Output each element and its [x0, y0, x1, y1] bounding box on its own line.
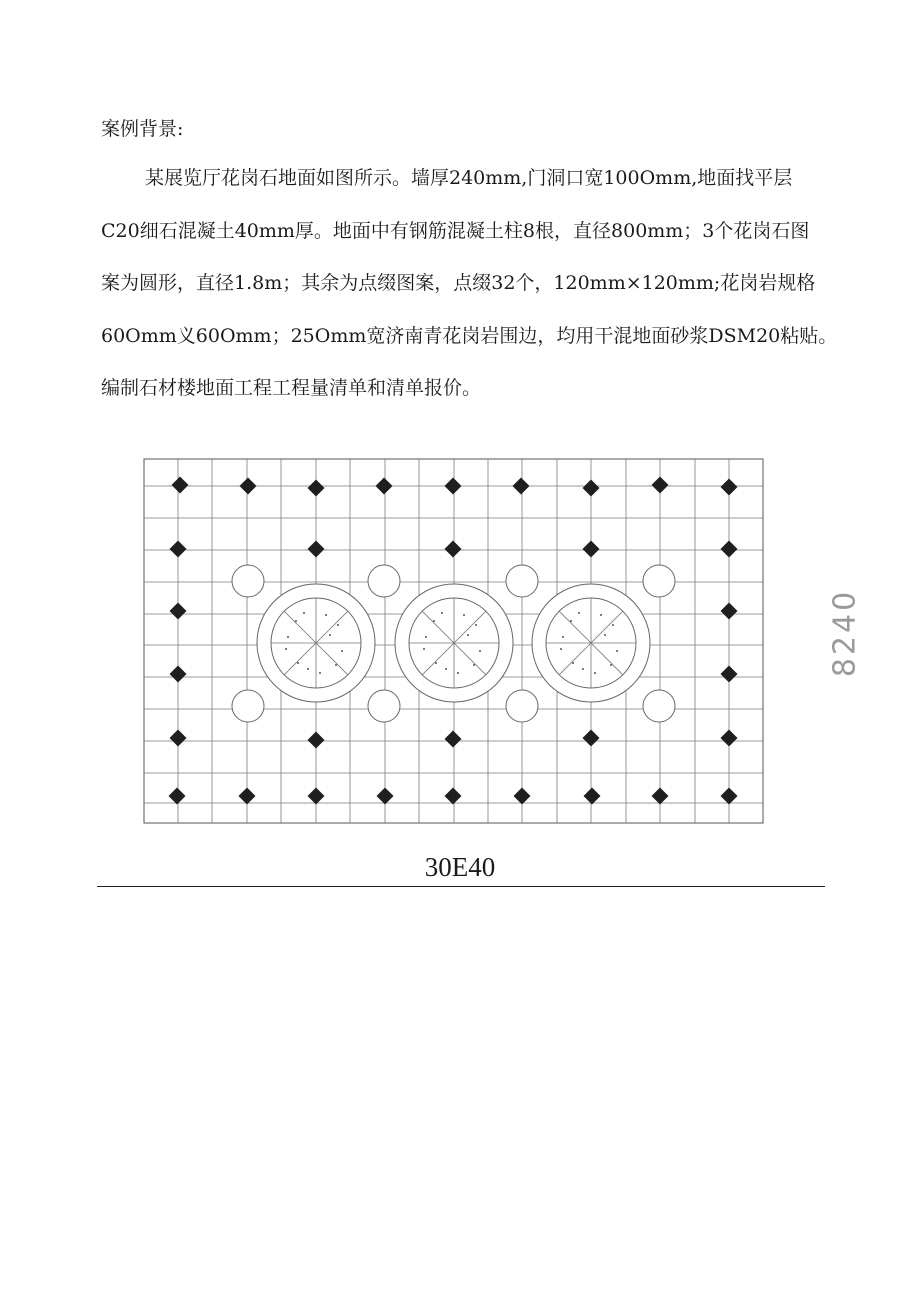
granite-texture-speck — [479, 650, 481, 652]
concrete-column — [643, 690, 675, 722]
granite-texture-speck — [445, 668, 447, 670]
granite-texture-speck — [582, 668, 584, 670]
concrete-column — [232, 690, 264, 722]
granite-texture-speck — [570, 620, 572, 622]
decorative-diamond-tile — [445, 788, 462, 805]
decorative-diamond-tile — [170, 541, 187, 558]
horizontal-dimension-label: 30E40 — [424, 852, 496, 882]
decorative-diamond-tile — [514, 788, 531, 805]
granite-texture-speck — [572, 662, 574, 664]
decorative-diamond-tile — [445, 541, 462, 558]
decorative-diamond-tile — [583, 480, 600, 497]
description-line: C20细石混凝土40mm厚。地面中有钢筋混凝土柱8根，直径800mm；3个花岗石图 — [101, 219, 810, 242]
granite-texture-speck — [473, 664, 475, 666]
granite-texture-speck — [337, 624, 339, 626]
decorative-diamond-tile — [721, 479, 738, 496]
granite-texture-speck — [604, 634, 606, 636]
decorative-diamond-tile — [239, 788, 256, 805]
decorative-diamond-tile — [445, 478, 462, 495]
decorative-diamond-tile — [584, 788, 601, 805]
decorative-diamond-tile — [308, 732, 325, 749]
description-line: 60Omm义60Omm；25Omm宽济南青花岗岩围边，均用干混地面砂浆DSM20粘贴。 — [101, 324, 838, 347]
granite-texture-speck — [285, 648, 287, 650]
decorative-diamond-tile — [721, 666, 738, 683]
granite-texture-speck — [307, 668, 309, 670]
granite-texture-speck — [433, 620, 435, 622]
granite-texture-speck — [475, 624, 477, 626]
decorative-diamond-tile — [240, 478, 257, 495]
decorative-diamond-tile — [721, 603, 738, 620]
decorative-diamond-tile — [376, 478, 393, 495]
decorative-diamond-tile — [652, 477, 669, 494]
granite-texture-speck — [560, 648, 562, 650]
concrete-column — [506, 690, 538, 722]
granite-texture-speck — [457, 672, 459, 674]
granite-texture-speck — [325, 614, 327, 616]
granite-texture-speck — [562, 636, 564, 638]
decorative-diamond-tile — [583, 730, 600, 747]
decorative-diamond-tile — [170, 603, 187, 620]
granite-texture-speck — [435, 662, 437, 664]
concrete-column — [506, 565, 538, 597]
decorative-diamond-tile — [721, 730, 738, 747]
granite-texture-speck — [578, 612, 580, 614]
concrete-column — [643, 565, 675, 597]
granite-texture-speck — [612, 624, 614, 626]
decorative-diamond-tile — [172, 477, 189, 494]
decorative-diamond-tile — [513, 478, 530, 495]
granite-texture-speck — [319, 672, 321, 674]
decorative-diamond-tile — [308, 788, 325, 805]
decorative-diamond-tile — [308, 541, 325, 558]
decorative-diamond-tile — [445, 731, 462, 748]
granite-texture-speck — [423, 648, 425, 650]
granite-texture-speck — [295, 620, 297, 622]
granite-texture-speck — [616, 650, 618, 652]
decorative-diamond-tile — [170, 730, 187, 747]
decorative-diamond-tile — [169, 788, 186, 805]
decorative-diamond-tile — [170, 666, 187, 683]
description-line: 某展览厅花岗石地面如图所示。墙厚240mm,门洞口宽100Omm,地面找平层 — [145, 167, 793, 189]
dimension-line — [97, 886, 825, 887]
decorative-diamond-tile — [721, 788, 738, 805]
granite-texture-speck — [467, 634, 469, 636]
decorative-diamond-tile — [377, 788, 394, 805]
vertical-dimension-text: 8240 — [827, 590, 863, 676]
case-background-heading: 案例背景: — [101, 118, 184, 140]
granite-texture-speck — [303, 612, 305, 614]
granite-texture-speck — [463, 614, 465, 616]
granite-texture-speck — [425, 636, 427, 638]
case-description — [101, 152, 838, 415]
decorative-diamond-tile — [721, 541, 738, 558]
floor-plan-drawing — [140, 455, 770, 830]
granite-texture-speck — [341, 650, 343, 652]
concrete-column — [368, 690, 400, 722]
description-line: 编制石材楼地面工程工程量清单和清单报价。 — [101, 377, 482, 399]
granite-texture-speck — [441, 612, 443, 614]
granite-texture-speck — [610, 664, 612, 666]
granite-texture-speck — [329, 634, 331, 636]
decorative-diamond-tile — [308, 480, 325, 497]
granite-texture-speck — [287, 636, 289, 638]
concrete-column — [232, 565, 264, 597]
granite-texture-speck — [297, 662, 299, 664]
granite-texture-speck — [600, 614, 602, 616]
vertical-dimension-label — [822, 590, 870, 676]
granite-texture-speck — [335, 664, 337, 666]
granite-texture-speck — [594, 672, 596, 674]
decorative-diamond-tile — [583, 541, 600, 558]
concrete-column — [368, 565, 400, 597]
description-line: 案为圆形，直径1.8m；其余为点缀图案，点缀32个，120mm×120mm;花岗岩规格 — [101, 272, 816, 294]
decorative-diamond-tile — [652, 788, 669, 805]
